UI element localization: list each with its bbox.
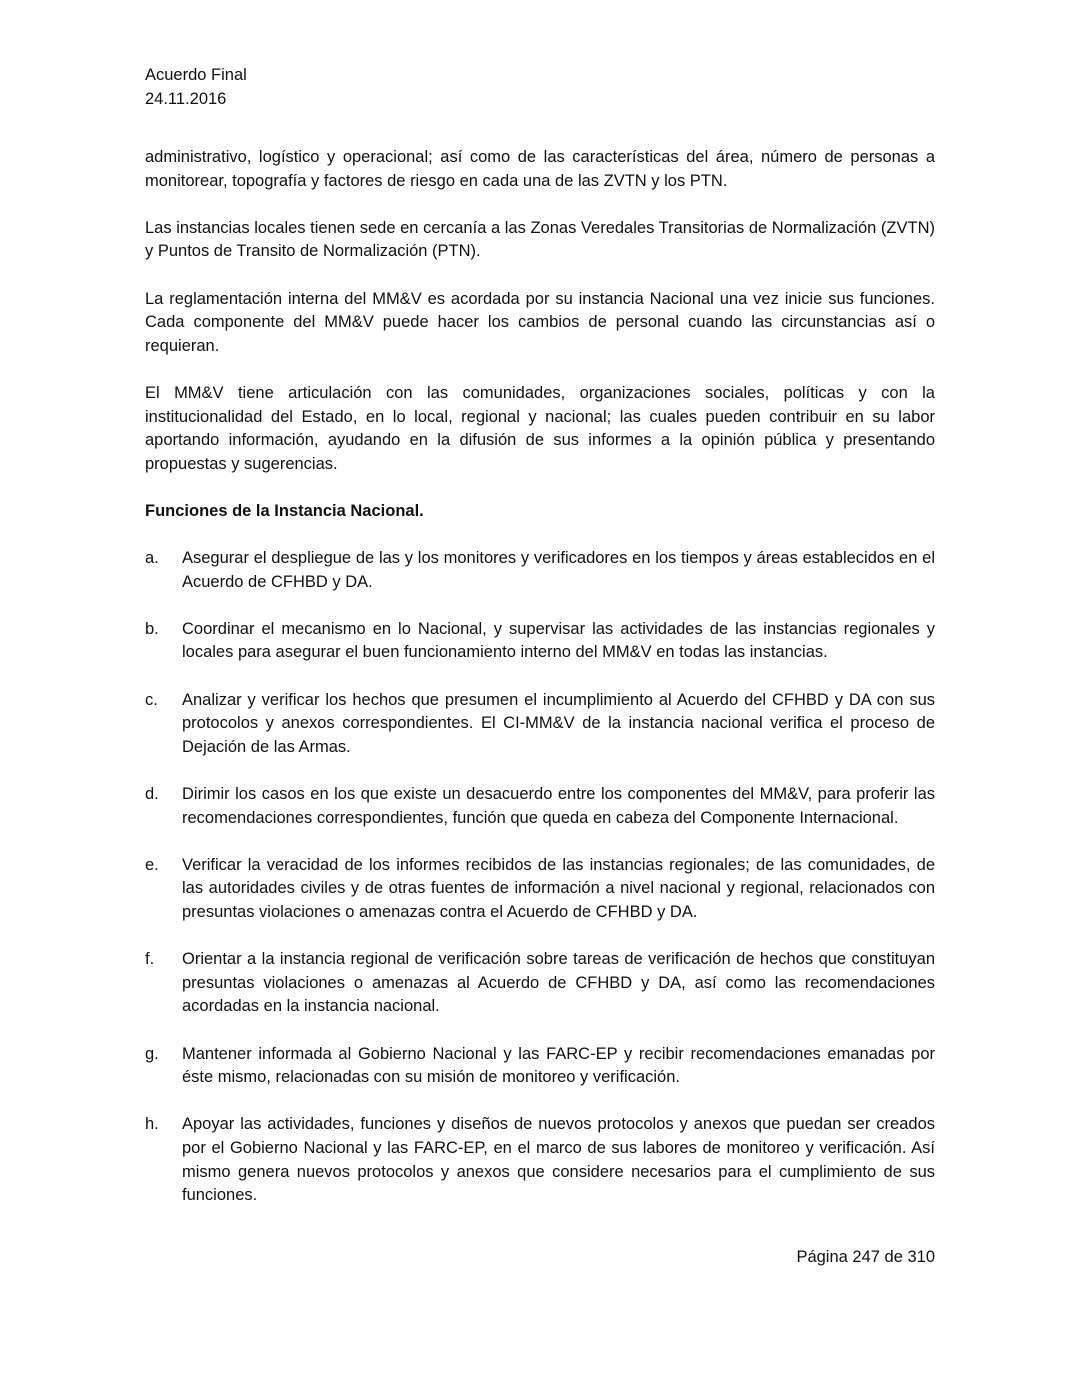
list-item xyxy=(145,547,935,594)
list-item-text: Verificar la veracidad de los informes recibidos de las instancias regionales; de las comunidades, de las autoridades civiles y de otras fuentes de información a nivel nacional y regional, relacionados con presuntas violaciones o amenazas contra el Acuerdo de CFHBD y DA. xyxy=(182,855,935,921)
list-item-letter: f. xyxy=(145,950,155,969)
list-item-text: Coordinar el mecanismo en lo Nacional, y supervisar las actividades de las instancias regionales y locales para asegurar el buen funcionamiento interno del MM&V en todas las instancias. xyxy=(182,619,935,662)
page-body xyxy=(145,146,935,1231)
functions-list xyxy=(145,547,935,1208)
list-item-letter: e. xyxy=(145,855,159,874)
list-item xyxy=(145,783,935,830)
paragraph: La reglamentación interna del MM&V es acordada por su instancia Nacional una vez inicie sus funciones. Cada componente del MM&V puede hacer los cambios de personal cuando las circunstancias así o requieran. xyxy=(145,289,935,355)
section-heading: Funciones de la Instancia Nacional. xyxy=(145,501,424,520)
list-item-text: Asegurar el despliegue de las y los monitores y verificadores en los tiempos y áreas establecidos en el Acuerdo de CFHBD y DA. xyxy=(182,549,935,591)
list-item-text: Dirimir los casos en los que existe un desacuerdo entre los componentes del MM&V, para proferir las recomendaciones correspondientes, función que queda en cabeza del Componente Internacional. xyxy=(182,785,935,827)
list-item-text: Apoyar las actividades, funciones y diseños de nuevos protocolos y anexos que puedan ser creados por el Gobierno Nacional y las FARC-EP, en el marco de sus labores de monitoreo y verificación. Así mismo genera nuevos protocolos y anexos que considere necesarios para el cumplimiento de sus funciones. xyxy=(182,1115,935,1205)
page-header xyxy=(145,63,247,111)
list-item-text: Orientar a la instancia regional de verificación sobre tareas de verificación de hechos que constituyan presuntas violaciones o amenazas al Acuerdo de CFHBD y DA, así como las recomendaciones acordadas en la instancia nacional. xyxy=(182,950,935,1016)
list-item-letter: d. xyxy=(145,785,159,804)
list-item xyxy=(145,618,935,665)
paragraph: administrativo, logístico y operacional; así como de las características del área, número de personas a monitorear, topografía y factores de riesgo en cada una de las ZVTN y los PTN. xyxy=(145,148,935,190)
list-item xyxy=(145,948,935,1019)
list-item xyxy=(145,689,935,760)
list-item-letter: c. xyxy=(145,690,158,709)
list-item-text: Mantener informada al Gobierno Nacional y las FARC-EP y recibir recomendaciones emanadas por éste mismo, relacionadas con su misión de monitoreo y verificación. xyxy=(182,1044,935,1087)
list-item-text: Analizar y verificar los hechos que presumen el incumplimiento al Acuerdo del CFHBD y DA con sus protocolos y anexos correspondientes. El CI-MM&V de la instancia nacional verifica el proceso de Dejación de las Armas. xyxy=(182,690,935,756)
list-item xyxy=(145,1113,935,1207)
list-item-letter: h. xyxy=(145,1115,159,1134)
page-number: Página 247 de 310 xyxy=(796,1248,935,1266)
list-item-letter: g. xyxy=(145,1044,159,1063)
list-item-letter: a. xyxy=(145,549,159,568)
list-item xyxy=(145,854,935,925)
document-title: Acuerdo Final xyxy=(145,66,247,84)
list-item xyxy=(145,1043,935,1090)
paragraph: El MM&V tiene articulación con las comunidades, organizaciones sociales, políticas y con la institucionalidad del Estado, en lo local, regional y nacional; las cuales pueden contribuir en su labor aportando información, ayudando en la difusión de sus informes a la opinión pública y presentando propuestas y sugerencias. xyxy=(145,383,935,473)
document-date: 24.11.2016 xyxy=(145,90,227,108)
paragraph: Las instancias locales tienen sede en cercanía a las Zonas Veredales Transitorias de Normalización (ZVTN) y Puntos de Transito de Normalización (PTN). xyxy=(145,218,935,261)
list-item-letter: b. xyxy=(145,619,159,638)
